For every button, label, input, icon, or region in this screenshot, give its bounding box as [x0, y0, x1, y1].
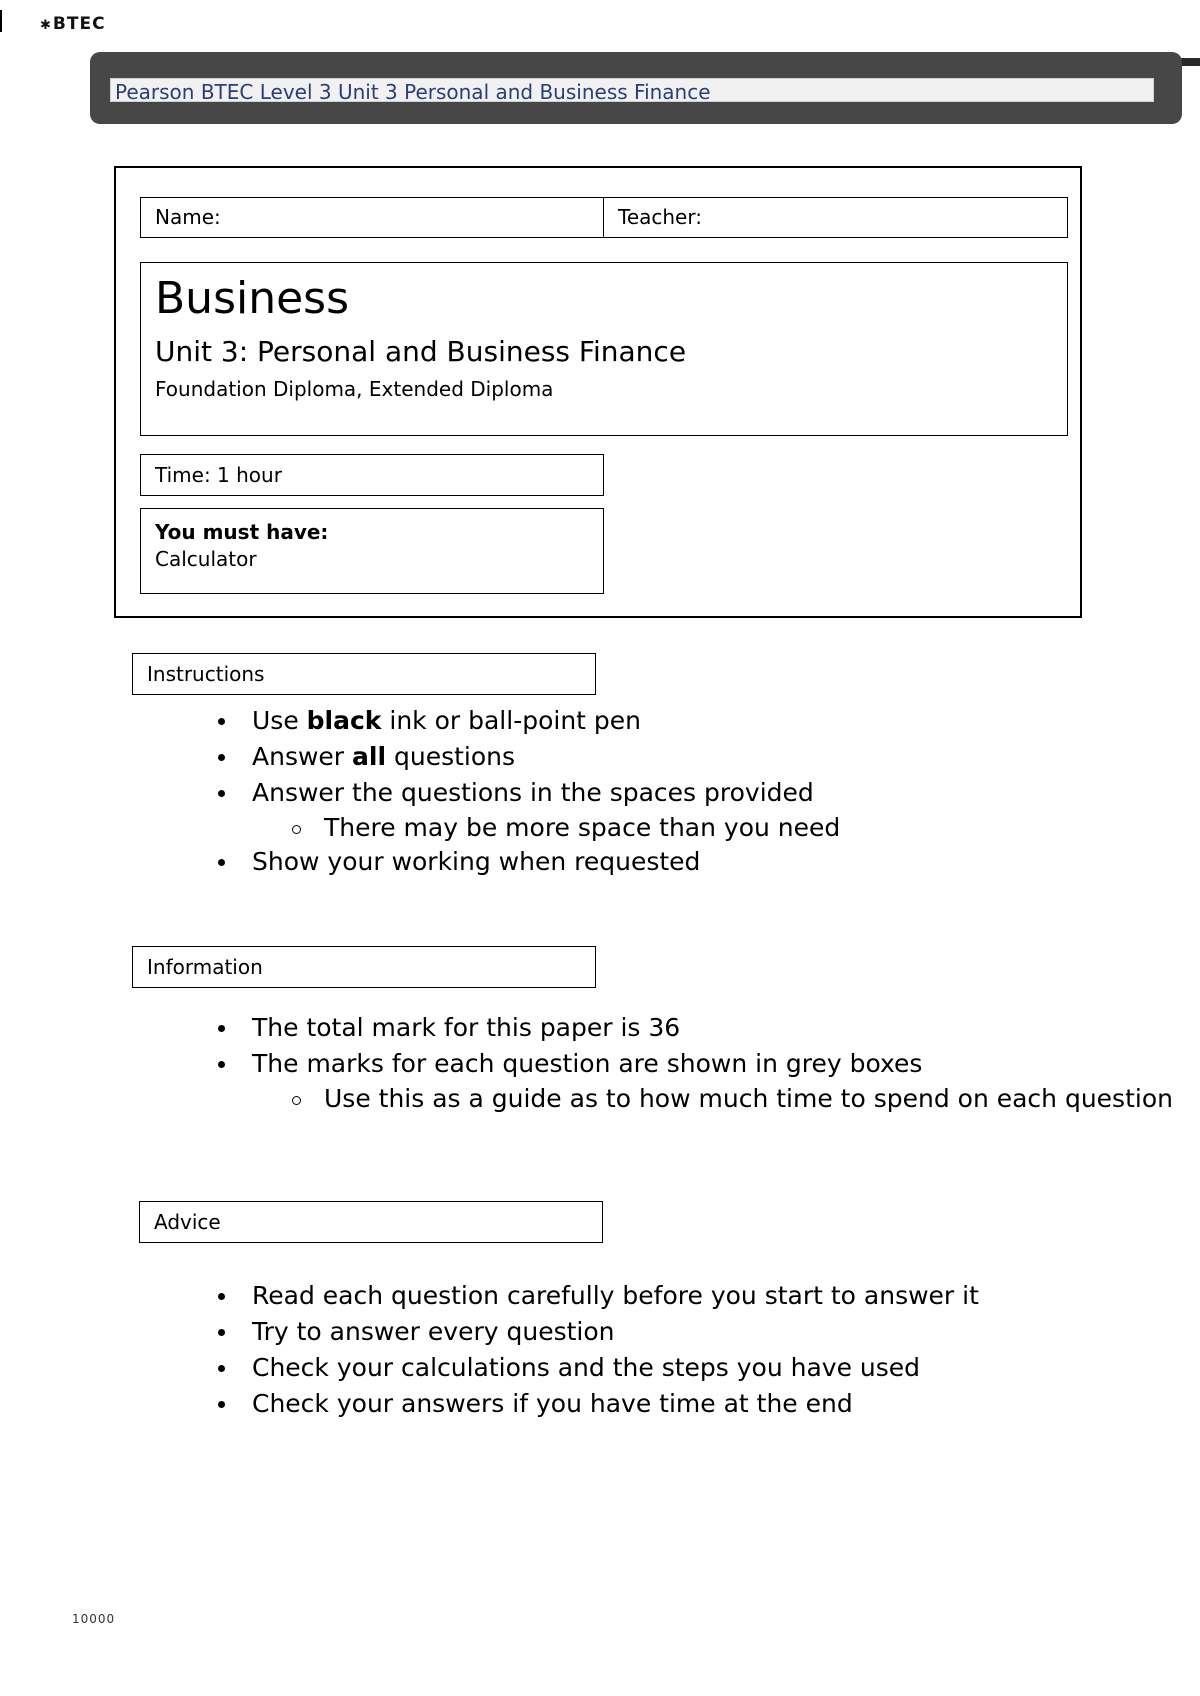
must-have-box: [140, 508, 604, 594]
footer-code: 10000: [72, 1612, 116, 1626]
time-box: Time: 1 hour: [140, 454, 604, 496]
advice-list: [252, 1278, 979, 1422]
subject-title: Business: [155, 273, 350, 324]
must-have-label: You must have:: [155, 520, 329, 544]
sub-list-item: Use this as a guide as to how much time to spend on each question: [252, 1082, 1200, 1115]
teacher-label: Teacher:: [618, 205, 702, 229]
sub-list-item: There may be more space than you need: [252, 811, 840, 844]
teacher-field[interactable]: [604, 198, 1067, 237]
page-edge-mark: [0, 10, 2, 32]
instructions-label: Instructions: [132, 653, 596, 695]
list-item: Answer all questions: [252, 739, 840, 775]
name-label: Name:: [155, 205, 221, 229]
name-field[interactable]: [141, 198, 604, 237]
list-item: Try to answer every question: [252, 1314, 979, 1350]
name-teacher-row: [140, 197, 1068, 238]
information-label: Information: [132, 946, 596, 988]
header-bar: [90, 52, 1182, 124]
list-item: Show your working when requested: [252, 844, 840, 880]
qualifications: Foundation Diploma, Extended Diploma: [155, 377, 554, 401]
information-list: [252, 1010, 1200, 1115]
unit-title: Unit 3: Personal and Business Finance: [155, 335, 687, 368]
advice-label: Advice: [139, 1201, 603, 1243]
header-title-strip: [110, 78, 1154, 102]
list-item: The marks for each question are shown in grey boxes: [252, 1046, 1200, 1082]
title-box: [140, 262, 1068, 436]
list-item: The total mark for this paper is 36: [252, 1010, 1200, 1046]
list-item: Check your calculations and the steps you have used: [252, 1350, 979, 1386]
must-have-item: Calculator: [155, 547, 257, 571]
list-item: Answer the questions in the spaces provided: [252, 775, 840, 811]
pearson-mark-icon: ✱: [40, 18, 52, 33]
cover-panel: [114, 166, 1082, 618]
list-item: Use black ink or ball-point pen: [252, 703, 840, 739]
logo-text: BTEC: [52, 14, 106, 34]
instructions-list: [252, 703, 840, 880]
btec-logo: [40, 14, 106, 34]
header-title: Pearson BTEC Level 3 Unit 3 Personal and Business Finance: [115, 80, 711, 104]
list-item: Check your answers if you have time at the end: [252, 1386, 979, 1422]
list-item: Read each question carefully before you start to answer it: [252, 1278, 979, 1314]
